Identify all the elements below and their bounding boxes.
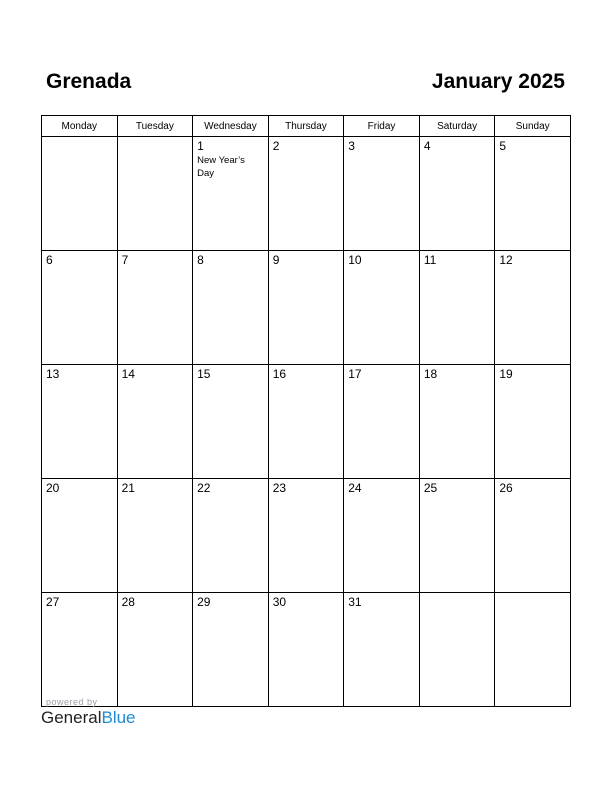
day-number: 14 [121, 367, 135, 381]
day-cell [117, 593, 193, 707]
day-number: 4 [423, 139, 431, 153]
day-cell [344, 137, 420, 251]
day-cell [117, 137, 193, 251]
weekday-header: Monday [42, 116, 118, 137]
day-number: 16 [272, 367, 287, 381]
powered-by-label: powered by [46, 697, 98, 707]
day-number: 11 [423, 253, 437, 267]
weekday-header: Saturday [419, 116, 495, 137]
day-cell [193, 479, 269, 593]
week-row [42, 137, 571, 251]
day-cell [42, 479, 118, 593]
day-number: 28 [121, 595, 135, 609]
day-cell [42, 251, 118, 365]
day-cell [495, 365, 571, 479]
weekday-header: Sunday [495, 116, 571, 137]
day-number: 27 [46, 595, 60, 609]
day-number: 21 [121, 481, 135, 495]
day-cell [268, 251, 344, 365]
day-cell [419, 251, 495, 365]
day-number: 19 [499, 367, 513, 381]
day-cell [117, 251, 193, 365]
day-number: 18 [423, 367, 438, 381]
day-cell [268, 137, 344, 251]
weekday-header: Friday [344, 116, 420, 137]
day-cell [344, 593, 420, 707]
week-row [42, 479, 571, 593]
day-cell [268, 479, 344, 593]
brand-name-general: General [41, 708, 102, 727]
day-cell [495, 251, 571, 365]
holiday-label: New Year’s Day [197, 155, 245, 179]
week-row [42, 593, 571, 707]
day-cell [344, 365, 420, 479]
day-cell [117, 365, 193, 479]
day-cell [117, 479, 193, 593]
day-number: 15 [197, 367, 211, 381]
generalblue-logo[interactable] [41, 708, 136, 728]
day-number: 17 [348, 367, 362, 381]
day-number: 22 [197, 481, 211, 495]
day-number: 10 [348, 253, 362, 267]
day-number: 6 [46, 253, 53, 267]
day-cell [193, 365, 269, 479]
day-number: 20 [46, 481, 60, 495]
day-number: 9 [272, 253, 280, 267]
day-number: 3 [348, 139, 355, 153]
month-year-title: January 2025 [431, 70, 565, 93]
weekday-header: Tuesday [117, 116, 193, 137]
week-row [42, 365, 571, 479]
day-number: 13 [46, 367, 60, 381]
calendar-grid [41, 115, 571, 707]
day-number: 25 [423, 481, 438, 495]
day-cell [419, 137, 495, 251]
day-number: 30 [272, 595, 287, 609]
day-cell [193, 137, 269, 251]
weekday-header: Thursday [268, 116, 344, 137]
day-cell [344, 479, 420, 593]
day-cell [419, 365, 495, 479]
day-number: 2 [272, 139, 280, 153]
day-cell [495, 137, 571, 251]
day-cell [268, 593, 344, 707]
country-title: Grenada [46, 70, 132, 93]
day-cell [419, 593, 495, 707]
day-cell [42, 137, 118, 251]
day-cell [42, 593, 118, 707]
day-number: 7 [121, 253, 129, 267]
day-cell [193, 251, 269, 365]
brand-name-blue: Blue [101, 708, 136, 727]
week-row [42, 251, 571, 365]
day-number: 8 [197, 253, 204, 267]
day-number: 26 [499, 481, 513, 495]
day-number: 23 [272, 481, 287, 495]
day-cell [344, 251, 420, 365]
day-cell [419, 479, 495, 593]
day-number: 24 [348, 481, 362, 495]
day-cell [42, 365, 118, 479]
day-cell [268, 365, 344, 479]
day-cell [495, 593, 571, 707]
weekday-header-row [42, 116, 571, 137]
day-number: 31 [348, 595, 362, 609]
day-number: 12 [499, 253, 513, 267]
weekday-header: Wednesday [193, 116, 269, 137]
day-number: 29 [197, 595, 211, 609]
day-cell [193, 593, 269, 707]
day-number: 1 [197, 139, 204, 153]
day-number: 5 [499, 139, 507, 153]
day-cell [495, 479, 571, 593]
